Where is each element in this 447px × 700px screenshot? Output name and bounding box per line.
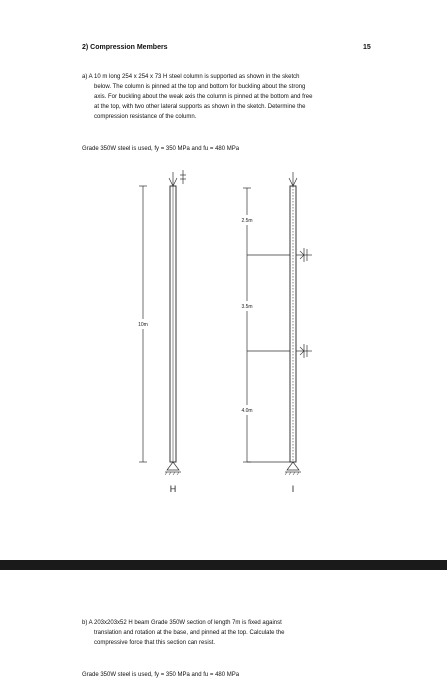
problem-b-line-3: compressive force that this section can resist. [94, 640, 216, 646]
page-2 [0, 570, 447, 700]
segment-2-label: 3.5m [241, 304, 253, 310]
segment-1-label: 2.5m [241, 218, 253, 224]
grade-line-a: Grade 350W steel is used, fy = 350 MPa and fu = 480 MPa [82, 146, 240, 152]
bottom-pin-icon [165, 462, 181, 475]
page-divider [0, 560, 447, 570]
section-heading: 2) Compression Members [82, 44, 168, 51]
i-section-icon: I [291, 484, 295, 494]
problem-a-line-2: below. The column is pinned at the top and bottom for buckling about the strong [94, 84, 306, 90]
strong-axis-view [133, 170, 186, 494]
bottom-pin-weak-icon [285, 462, 301, 475]
problem-a-line-4: at the top, with two other lateral supports as shown in the sketch. Determine the [94, 104, 306, 110]
problem-b-text [82, 618, 378, 648]
problem-a-line-5: compression resistance of the column. [94, 114, 197, 120]
grade-line-b: Grade 350W steel is used, fy = 350 MPa and fu = 480 MPa [82, 672, 240, 678]
h-section-icon: H [169, 484, 177, 494]
top-pin-icon [169, 170, 186, 186]
problem-b-line-2: translation and rotation at the base, and pinned at the top. Calculate the [94, 630, 285, 636]
lateral-support-1-icon [296, 248, 312, 262]
problem-a-line-3: axis. For buckling about the weak axis the column is pinned at the bottom and free [94, 94, 313, 100]
problem-b-line-1: b) A 203x203x52 H beam Grade 350W section of length 7m is fixed against [82, 620, 282, 626]
segment-3-label: 4.0m [241, 408, 253, 414]
height-label: 10m [138, 322, 148, 328]
weak-axis-view [236, 172, 312, 494]
problem-a-line-1: a) A 10 m long 254 x 254 x 73 H steel column is supported as shown in the sketch [82, 74, 300, 80]
page-number: 15 [363, 44, 371, 51]
lateral-support-2-icon [296, 344, 312, 358]
